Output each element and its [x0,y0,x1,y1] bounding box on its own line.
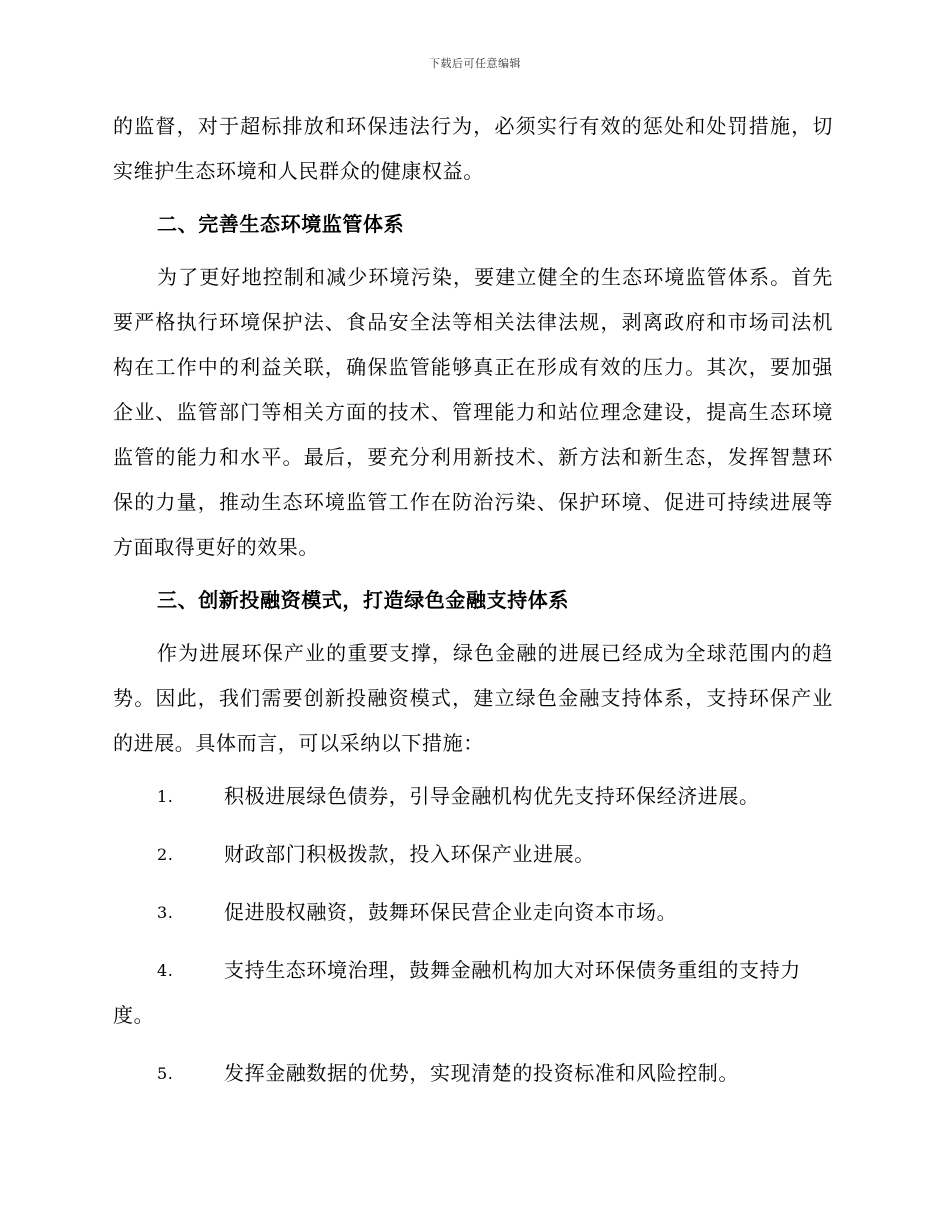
list-item-text: 积极进展绿色债券，引导金融机构优先支持环保经济进展。 [224,784,760,808]
list-item-text: 财政部门积极拨款，投入环保产业进展。 [224,842,595,866]
document-body [113,104,833,1109]
section-heading-3: 三、创新投融资模式，打造绿色金融支持体系 [157,588,569,612]
list-item-text: 支持生态环境治理，鼓舞金融机构加大对环保债务重组的支持力度。 [113,958,801,1027]
list-item-number: 2. [157,845,174,864]
list-item-number: 1. [157,787,174,806]
list-item-number: 5. [157,1064,174,1083]
list-item-text: 发挥金融数据的优势，实现清楚的投资标准和风险控制。 [224,1061,739,1085]
page-header-note: 下载后可任意编辑 [429,57,521,70]
list-item [113,1051,833,1096]
section-3-paragraph: 作为进展环保产业的重要支撑，绿色金融的进展已经成为全球范围内的趋势。因此，我们需要创新投融资模式，建立绿色金融支持体系，支持环保产业的进展。具体而言，可以采纳以下措施： [113,641,833,755]
list-item-number: 3. [157,903,174,922]
list-item [113,774,833,819]
section-heading-2: 二、完善生态环境监管体系 [157,212,405,236]
list-item-number: 4. [157,961,174,980]
list-item [113,832,833,877]
list-item [113,890,833,935]
continued-paragraph: 的监督，对于超标排放和环保违法行为，必须实行有效的惩处和处罚措施，切实维护生态环境和人民群众的健康权益。 [113,114,833,183]
list-item-text: 促进股权融资，鼓舞环保民营企业走向资本市场。 [224,900,678,924]
list-item [113,948,833,1038]
section-2-paragraph: 为了更好地控制和减少环境污染，要建立健全的生态环境监管体系。首先要严格执行环境保护法、食品安全法等相关法律法规，剥离政府和市场司法机构在工作中的利益关联，确保监管能够真正在形成有效的压力。其次，要加强企业、监管部门等相关方面的技术、管理能力和站位理念建设，提高生态环境监管的能力和水平。最后，要充分利用新技术、新方法和新生态，发挥智慧环保的力量，推动生态环境监管工作在防治污染、保护环境、促进可持续进展等方面取得更好的效果。 [113,265,833,559]
measures-list [113,774,833,1096]
